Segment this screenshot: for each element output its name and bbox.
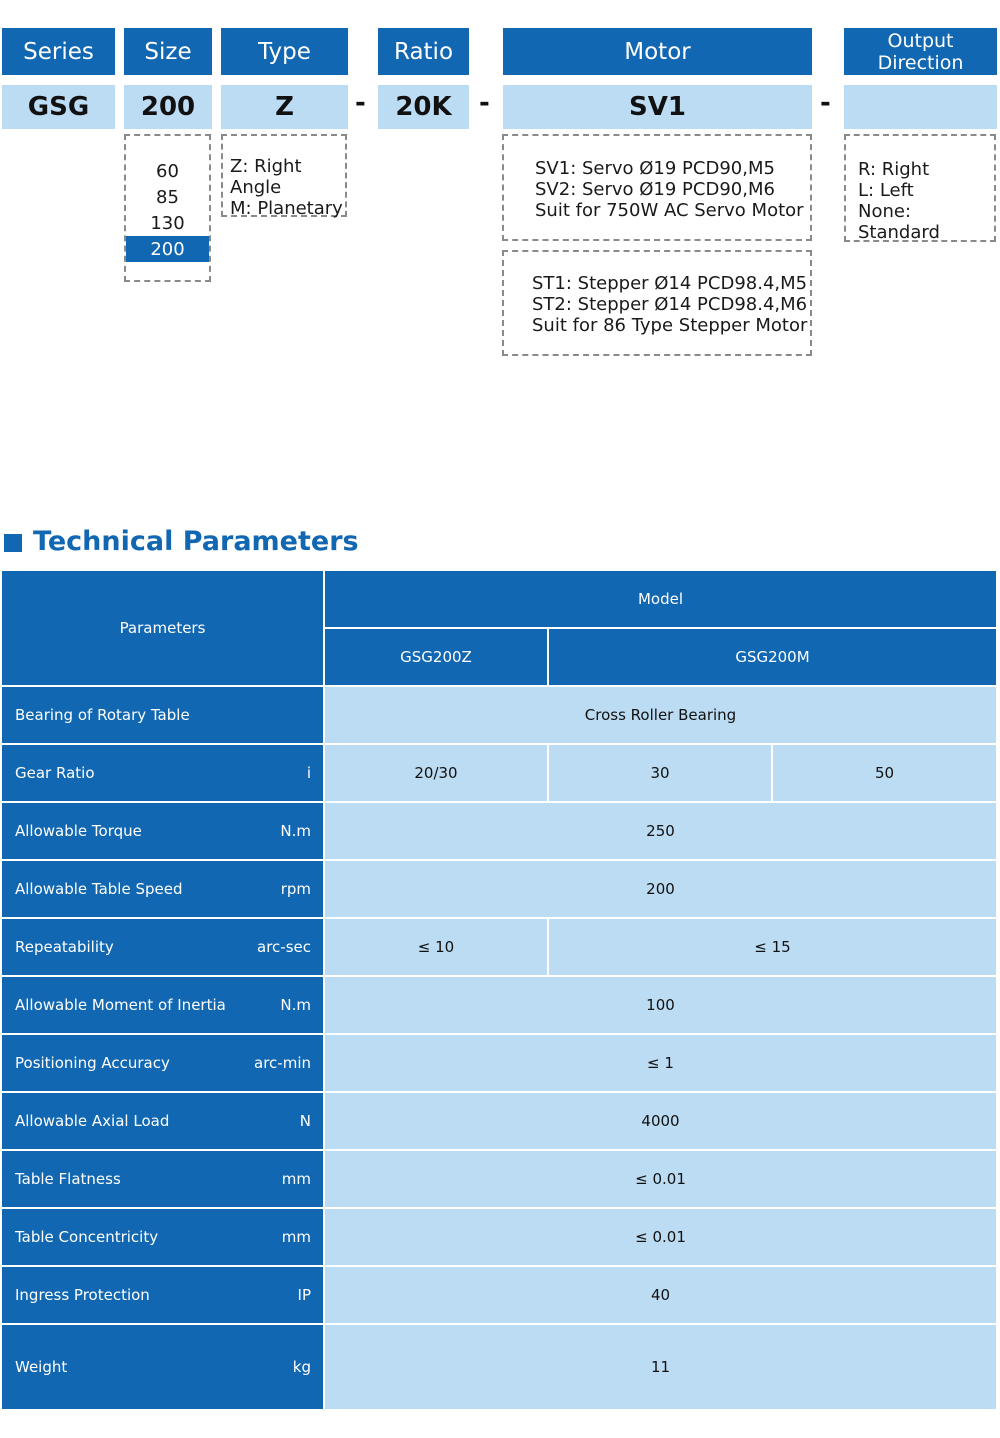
output-option: R: Right — [858, 159, 930, 180]
output-value — [844, 85, 997, 129]
separator-dash: - — [355, 88, 366, 118]
section-title-marker — [4, 534, 22, 552]
parameter-value: ≤ 0.01 — [325, 1209, 996, 1265]
parameter-name: Allowable Table Speed — [15, 880, 183, 898]
parameter-value: 40 — [325, 1267, 996, 1323]
parameter-row-label — [2, 687, 323, 743]
motor-option: ST1: Stepper Ø14 PCD98.4,M5 — [532, 273, 808, 294]
ratio-header: Ratio — [378, 28, 469, 75]
separator-dash: - — [820, 88, 831, 118]
parameter-name: Positioning Accuracy — [15, 1054, 170, 1072]
parameter-value: Cross Roller Bearing — [325, 687, 996, 743]
servo-motor-box — [502, 134, 812, 241]
parameter-value: 11 — [325, 1325, 996, 1409]
separator-dash: - — [479, 88, 490, 118]
parameter-name: Bearing of Rotary Table — [15, 706, 190, 724]
parameter-unit: kg — [292, 1358, 311, 1376]
ratio-value: 20K — [378, 85, 469, 129]
section-title: Technical Parameters — [33, 526, 359, 557]
motor-option: SV2: Servo Ø19 PCD90,M6 — [535, 179, 775, 200]
parameter-unit: mm — [281, 1170, 311, 1188]
model-header: Model — [325, 571, 996, 627]
parameter-value: 50 — [773, 745, 996, 801]
parameter-name: Gear Ratio — [15, 764, 95, 782]
motor-option: ST2: Stepper Ø14 PCD98.4,M6 — [532, 294, 808, 315]
parameter-value: 100 — [325, 977, 996, 1033]
parameter-row-label — [2, 745, 323, 801]
model-name: GSG200Z — [325, 629, 547, 685]
motor-note: Suit for 750W AC Servo Motor — [535, 200, 804, 221]
model-name: GSG200M — [549, 629, 996, 685]
parameter-unit: arc-min — [254, 1054, 311, 1072]
motor-header: Motor — [503, 28, 812, 75]
type-header: Type — [221, 28, 348, 75]
size-option: 85 — [156, 186, 179, 208]
parameter-name: Allowable Torque — [15, 822, 142, 840]
output-direction-box — [844, 134, 996, 242]
size-option: 200 — [126, 236, 209, 262]
parameters-header: Parameters — [2, 571, 323, 685]
size-option: 130 — [150, 212, 185, 234]
motor-value: SV1 — [503, 85, 812, 129]
parameter-value: 30 — [549, 745, 771, 801]
parameter-name: Allowable Axial Load — [15, 1112, 170, 1130]
parameter-value: 20/30 — [325, 745, 547, 801]
parameter-unit: IP — [297, 1286, 311, 1304]
series-header: Series — [2, 28, 115, 75]
parameter-row-label — [2, 1151, 323, 1207]
parameter-value: ≤ 1 — [325, 1035, 996, 1091]
parameter-unit: arc-sec — [257, 938, 311, 956]
parameter-row-label — [2, 803, 323, 859]
parameter-row-label — [2, 861, 323, 917]
motor-note: Suit for 86 Type Stepper Motor — [532, 315, 808, 336]
parameter-row-label — [2, 1209, 323, 1265]
parameter-row-label — [2, 1093, 323, 1149]
parameter-name: Allowable Moment of Inertia — [15, 996, 226, 1014]
parameter-value: ≤ 15 — [549, 919, 996, 975]
parameter-row-label — [2, 1325, 323, 1409]
parameter-row-label — [2, 1035, 323, 1091]
type-options-box — [221, 134, 347, 217]
type-option: Z: Right Angle — [230, 156, 302, 198]
parameter-value: 200 — [325, 861, 996, 917]
stepper-motor-box — [502, 250, 812, 356]
parameter-value: ≤ 10 — [325, 919, 547, 975]
parameter-row-label — [2, 1267, 323, 1323]
parameter-name: Table Concentricity — [15, 1228, 159, 1246]
output-option: None: Standard — [858, 201, 940, 243]
size-option: 60 — [156, 160, 179, 182]
output-direction-header — [844, 28, 997, 75]
parameter-value: ≤ 0.01 — [325, 1151, 996, 1207]
parameter-value: 4000 — [325, 1093, 996, 1149]
parameter-name: Repeatability — [15, 938, 114, 956]
size-value: 200 — [124, 85, 212, 129]
parameter-row-label — [2, 977, 323, 1033]
size-header: Size — [124, 28, 212, 75]
parameter-unit: rpm — [280, 880, 311, 898]
parameter-unit: N.m — [280, 822, 311, 840]
series-value: GSG — [2, 85, 115, 129]
output-header-line2: Direction — [877, 51, 964, 74]
output-header-line1: Output — [887, 29, 954, 52]
parameter-name: Ingress Protection — [15, 1286, 150, 1304]
parameter-name: Table Flatness — [15, 1170, 121, 1188]
parameter-unit: N — [299, 1112, 311, 1130]
type-value: Z — [221, 85, 348, 129]
parameter-value: 250 — [325, 803, 996, 859]
output-option: L: Left — [858, 180, 914, 201]
size-options-box — [124, 134, 211, 282]
parameter-name: Weight — [15, 1358, 68, 1376]
motor-option: SV1: Servo Ø19 PCD90,M5 — [535, 158, 775, 179]
type-option: M: Planetary — [230, 198, 343, 219]
parameter-unit: i — [306, 764, 311, 782]
parameter-row-label — [2, 919, 323, 975]
parameter-unit: N.m — [280, 996, 311, 1014]
parameter-unit: mm — [281, 1228, 311, 1246]
